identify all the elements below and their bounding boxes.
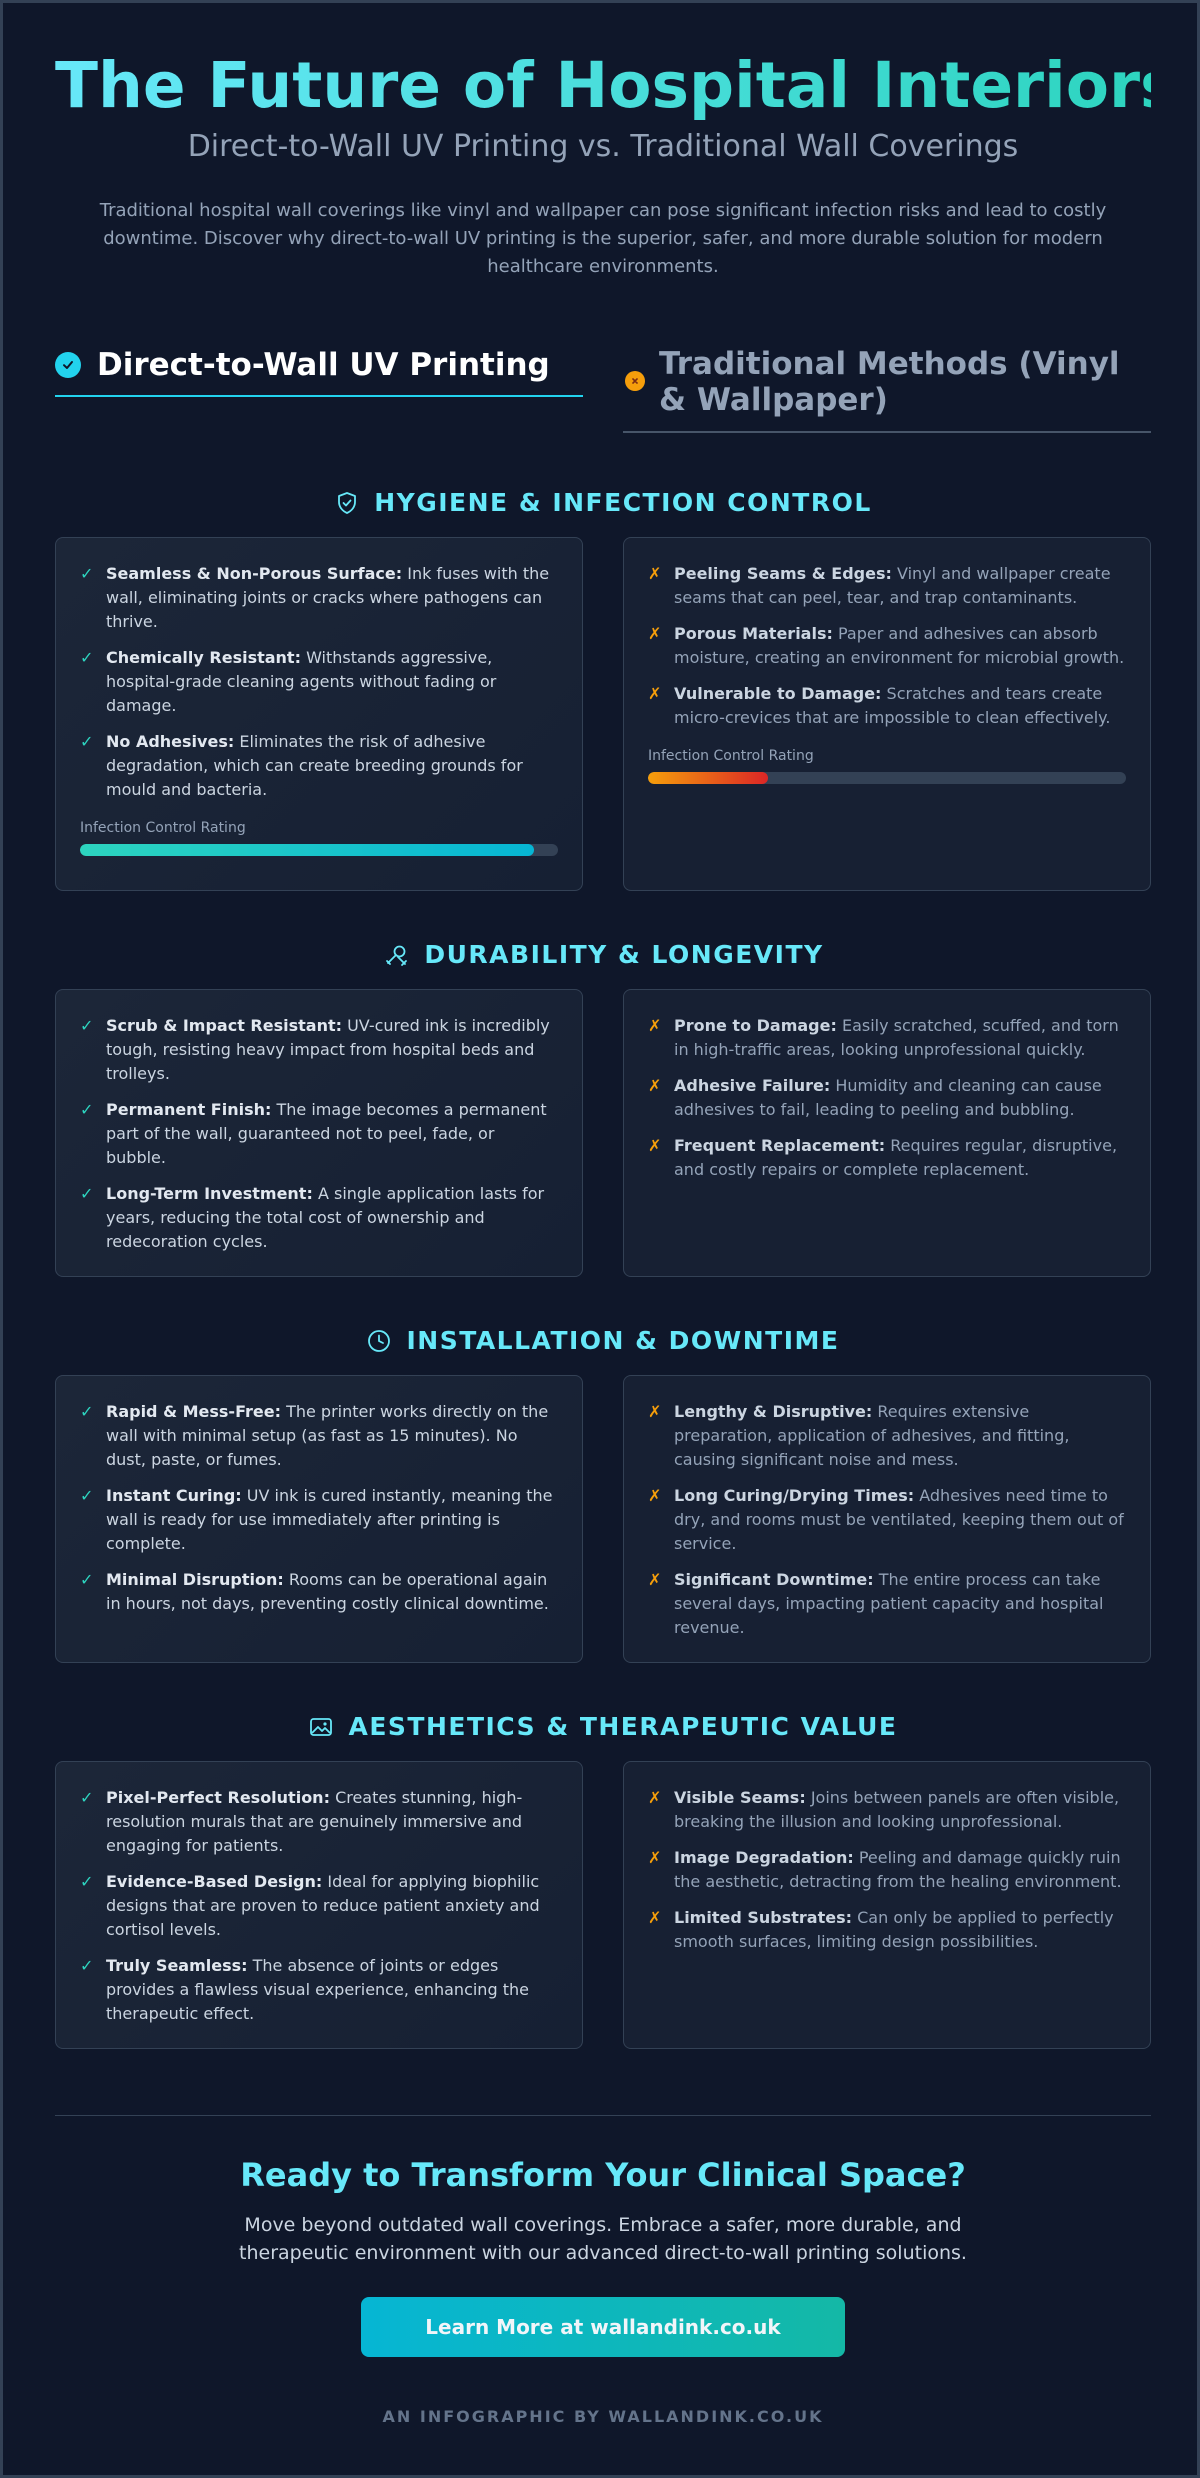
- item-description: The printer works directly on the wall with minimal setup (as fast as 15 minutes). No dust, paste, or fumes.: [106, 1402, 549, 1469]
- item-description: A single application lasts for years, reducing the total cost of ownership and redecoration cycles.: [106, 1184, 545, 1251]
- list-item: [80, 1568, 558, 1616]
- item-text: [674, 1400, 1126, 1472]
- cross-icon: ✗: [648, 1788, 662, 1807]
- list-item: [80, 1484, 558, 1556]
- item-description: The image becomes a permanent part of the wall, guaranteed not to peel, fade, or bubble.: [106, 1100, 547, 1167]
- item-description: The entire process can take several days, impacting patient capacity and hospital revenue.: [674, 1570, 1104, 1637]
- item-title: Long Curing/Drying Times:: [674, 1486, 915, 1505]
- item-text: [106, 1870, 558, 1942]
- section-label: AESTHETICS & THERAPEUTIC VALUE: [348, 1712, 898, 1741]
- item-description: Humidity and cleaning can cause adhesives to fail, leading to peeling and bubbling.: [674, 1076, 1102, 1119]
- cross-icon: ✗: [648, 1570, 662, 1589]
- item-description: Ink fuses with the wall, eliminating joints or cracks where pathogens can thrive.: [106, 564, 550, 631]
- item-title: Vulnerable to Damage:: [674, 684, 882, 703]
- item-description: Vinyl and wallpaper create seams that can peel, tear, and trap contaminants.: [674, 564, 1111, 607]
- uv-card-aesthetics-therapeutic-value: [55, 1761, 583, 2049]
- item-description: Peeling and damage quickly ruin the aesthetic, detracting from the healing environment.: [674, 1848, 1122, 1891]
- item-text: [674, 622, 1126, 670]
- item-text: [674, 682, 1126, 730]
- item-title: Limited Substrates:: [674, 1908, 853, 1927]
- item-text: [106, 1182, 558, 1254]
- item-title: Significant Downtime:: [674, 1570, 874, 1589]
- check-icon: ✓: [80, 1016, 94, 1035]
- item-description: Easily scratched, scuffed, and torn in high-traffic areas, looking unprofessional quickly.: [674, 1016, 1119, 1059]
- item-title: Minimal Disruption:: [106, 1570, 284, 1589]
- item-title: Evidence-Based Design:: [106, 1872, 323, 1891]
- item-description: Creates stunning, high-resolution murals that are genuinely immersive and engaging for patients.: [106, 1788, 523, 1855]
- item-text: [106, 1954, 558, 2026]
- section-title-installation-downtime: [55, 1325, 1151, 1357]
- check-icon: ✓: [80, 1402, 94, 1421]
- check-icon: ✓: [80, 1570, 94, 1589]
- shield-check-icon: [334, 490, 360, 516]
- item-title: No Adhesives:: [106, 732, 235, 751]
- list-item: [648, 1014, 1126, 1062]
- check-icon: ✓: [80, 1788, 94, 1807]
- check-icon: ✓: [80, 1486, 94, 1505]
- cross-icon: ✗: [648, 1848, 662, 1867]
- item-title: Porous Materials:: [674, 624, 833, 643]
- page-title: The Future of Hospital Interiors: [55, 45, 1151, 127]
- item-description: UV-cured ink is incredibly tough, resisting heavy impact from hospital beds and trolleys.: [106, 1016, 550, 1083]
- column-title-uv: Direct-to-Wall UV Printing: [97, 347, 550, 383]
- rating-label: Infection Control Rating: [80, 820, 246, 836]
- item-text: [106, 562, 558, 634]
- item-description: UV ink is cured instantly, meaning the wall is ready for use immediately after printing is complete.: [106, 1486, 553, 1553]
- list-item: [648, 682, 1126, 730]
- check-icon: ✓: [80, 1184, 94, 1203]
- list-item: [80, 1098, 558, 1170]
- list-item: [648, 1568, 1126, 1640]
- item-description: Joins between panels are often visible, breaking the illusion and looking unprofessional.: [674, 1788, 1120, 1831]
- item-title: Chemically Resistant:: [106, 648, 301, 667]
- item-title: Permanent Finish:: [106, 1100, 272, 1119]
- image-icon: [308, 1714, 334, 1740]
- check-icon: ✓: [80, 1956, 94, 1975]
- item-title: Pixel-Perfect Resolution:: [106, 1788, 330, 1807]
- wrench-icon: [382, 941, 410, 969]
- traditional-card-durability-longevity: [623, 989, 1151, 1277]
- item-text: [674, 1484, 1126, 1556]
- cross-icon: ✗: [648, 1402, 662, 1421]
- item-title: Long-Term Investment:: [106, 1184, 313, 1203]
- rating-label: Infection Control Rating: [648, 748, 814, 764]
- cross-icon: ✗: [648, 1136, 662, 1155]
- uv-card-hygiene-infection-control: [55, 537, 583, 891]
- section-label: DURABILITY & LONGEVITY: [424, 940, 824, 969]
- list-item: [80, 1954, 558, 2026]
- cross-icon: ✗: [648, 1486, 662, 1505]
- item-title: Instant Curing:: [106, 1486, 242, 1505]
- item-title: Visible Seams:: [674, 1788, 806, 1807]
- item-text: [106, 1484, 558, 1556]
- check-icon: ✓: [80, 1100, 94, 1119]
- item-text: [106, 646, 558, 718]
- cross-icon: ✗: [648, 624, 662, 643]
- item-title: Rapid & Mess-Free:: [106, 1402, 281, 1421]
- item-text: [106, 1786, 558, 1858]
- item-description: Can only be applied to perfectly smooth surfaces, limiting design possibilities.: [674, 1908, 1114, 1951]
- item-title: Scrub & Impact Resistant:: [106, 1016, 342, 1035]
- check-icon: ✓: [80, 1872, 94, 1891]
- item-description: Requires extensive preparation, application of adhesives, and fitting, causing significant noise and mess.: [674, 1402, 1070, 1469]
- column-header-traditional: [623, 343, 1151, 433]
- item-text: [674, 562, 1126, 610]
- item-description: Rooms can be operational again in hours, not days, preventing costly clinical downtime.: [106, 1570, 549, 1613]
- traditional-card-aesthetics-therapeutic-value: [623, 1761, 1151, 2049]
- check-icon: ✓: [80, 648, 94, 667]
- check-circle-icon: [55, 352, 81, 378]
- list-item: [80, 1870, 558, 1942]
- learn-more-button[interactable]: Learn More at wallandink.co.uk: [361, 2297, 845, 2357]
- list-item: [648, 1846, 1126, 1894]
- item-text: [674, 1014, 1126, 1062]
- column-title-traditional: Traditional Methods (Vinyl & Wallpaper): [659, 346, 1120, 418]
- list-item: [80, 730, 558, 802]
- item-title: Adhesive Failure:: [674, 1076, 831, 1095]
- item-description: The absence of joints or edges provides a flawless visual experience, enhancing the therapeutic effect.: [106, 1956, 529, 2023]
- list-item: [648, 1906, 1126, 1954]
- list-item: [648, 1134, 1126, 1182]
- item-description: Ideal for applying biophilic designs that are proven to reduce patient anxiety and cortisol levels.: [106, 1872, 540, 1939]
- rating-bar-fill: [648, 772, 768, 784]
- column-header-uv: [55, 343, 583, 397]
- traditional-card-hygiene-infection-control: [623, 537, 1151, 891]
- item-title: Frequent Replacement:: [674, 1136, 886, 1155]
- rating-bar: [80, 844, 558, 856]
- item-text: [674, 1846, 1126, 1894]
- item-description: Requires regular, disruptive, and costly repairs or complete replacement.: [674, 1136, 1118, 1179]
- item-title: Truly Seamless:: [106, 1956, 248, 1975]
- item-text: [106, 730, 558, 802]
- section-title-hygiene-infection-control: [55, 487, 1151, 519]
- cross-icon: ✗: [648, 1016, 662, 1035]
- item-description: Eliminates the risk of adhesive degradation, which can create breeding grounds for mould and bacteria.: [106, 732, 523, 799]
- cross-icon: ✗: [648, 684, 662, 703]
- check-icon: ✓: [80, 732, 94, 751]
- list-item: [80, 1014, 558, 1086]
- uv-card-installation-downtime: [55, 1375, 583, 1663]
- item-text: [674, 1134, 1126, 1182]
- list-item: [80, 1182, 558, 1254]
- list-item: [80, 646, 558, 718]
- item-title: Image Degradation:: [674, 1848, 854, 1867]
- list-item: [648, 1074, 1126, 1122]
- section-label: INSTALLATION & DOWNTIME: [406, 1326, 840, 1355]
- list-item: [648, 622, 1126, 670]
- item-title: Peeling Seams & Edges:: [674, 564, 892, 583]
- list-item: [648, 562, 1126, 610]
- list-item: [80, 1786, 558, 1858]
- item-description: Paper and adhesives can absorb moisture, creating an environment for microbial growth.: [674, 624, 1125, 667]
- item-title: Lengthy & Disruptive:: [674, 1402, 873, 1421]
- footer-credit: AN INFOGRAPHIC BY WALLANDINK.CO.UK: [382, 2407, 824, 2426]
- item-text: [674, 1906, 1126, 1954]
- section-title-aesthetics-therapeutic-value: [55, 1711, 1151, 1743]
- list-item: [80, 1400, 558, 1472]
- item-text: [106, 1098, 558, 1170]
- cross-icon: ✗: [648, 564, 662, 583]
- page-subtitle: Direct-to-Wall UV Printing vs. Traditional Wall Coverings: [187, 129, 1019, 164]
- item-text: [674, 1786, 1126, 1834]
- item-title: Seamless & Non-Porous Surface:: [106, 564, 403, 583]
- list-item: [648, 1786, 1126, 1834]
- item-text: [106, 1014, 558, 1086]
- item-description: Adhesives need time to dry, and rooms must be ventilated, keeping them out of service.: [674, 1486, 1124, 1553]
- rating-bar-fill: [80, 844, 534, 856]
- item-text: [674, 1074, 1126, 1122]
- item-text: [106, 1400, 558, 1472]
- item-text: [674, 1568, 1126, 1640]
- divider: [55, 2115, 1151, 2116]
- list-item: [80, 562, 558, 634]
- uv-card-durability-longevity: [55, 989, 583, 1277]
- traditional-card-installation-downtime: [623, 1375, 1151, 1663]
- list-item: [648, 1484, 1126, 1556]
- section-label: HYGIENE & INFECTION CONTROL: [374, 488, 872, 517]
- cross-icon: ✗: [648, 1908, 662, 1927]
- section-title-durability-longevity: [55, 939, 1151, 971]
- list-item: [648, 1400, 1126, 1472]
- intro-paragraph: Traditional hospital wall coverings like vinyl and wallpaper can pose significant infection risks and lead to costly downtime. Discover why direct-to-wall UV printing is the superior, safer, and more durable solution for modern healthcare environments.: [99, 200, 1107, 277]
- cta-title: Ready to Transform Your Clinical Space?: [240, 2156, 966, 2194]
- item-text: [106, 1568, 558, 1616]
- cta-text: Move beyond outdated wall coverings. Embrace a safer, more durable, and therapeutic environment with our advanced direct-to-wall printing solutions.: [239, 2214, 967, 2264]
- check-icon: ✓: [80, 564, 94, 583]
- rating-bar: [648, 772, 1126, 784]
- x-circle-icon: [625, 371, 645, 391]
- item-description: Scratches and tears create micro-crevices that are impossible to clean effectively.: [674, 684, 1111, 727]
- item-description: Withstands aggressive, hospital-grade cleaning agents without fading or damage.: [106, 648, 497, 715]
- cross-icon: ✗: [648, 1076, 662, 1095]
- clock-icon: [366, 1328, 392, 1354]
- item-title: Prone to Damage:: [674, 1016, 837, 1035]
